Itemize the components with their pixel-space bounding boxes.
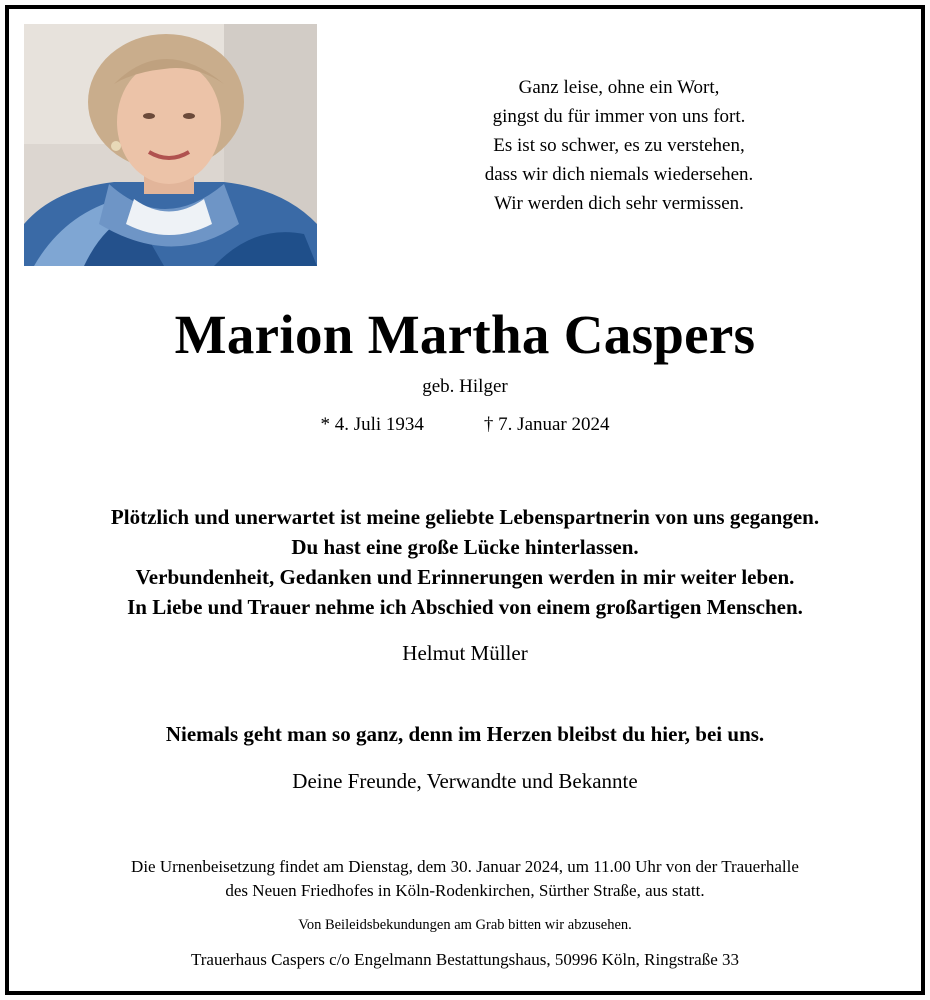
funeral-info-line: des Neuen Friedhofes in Köln-Rodenkirchen, Sürther Straße, aus statt. xyxy=(225,881,705,900)
life-dates xyxy=(9,414,921,436)
poem xyxy=(419,73,819,218)
message-line: In Liebe und Trauer nehme ich Abschied von einem großartigen Menschen. xyxy=(127,595,803,619)
condolence-note: Von Beileidsbekundungen am Grab bitten wir abzusehen. xyxy=(298,917,632,933)
funeral-info-line: Die Urnenbeisetzung findet am Dienstag, dem 30. Januar 2024, um 11.00 Uhr von der Trauerhalle xyxy=(131,857,799,876)
poem-line: Ganz leise, ohne ein Wort, xyxy=(518,77,720,98)
memorial-quote: Niemals geht man so ganz, denn im Herzen bleibst du hier, bei uns. xyxy=(165,722,765,746)
message-line: Du hast eine große Lücke hinterlassen. xyxy=(291,535,639,559)
mourning-address: Trauerhaus Caspers c/o Engelmann Bestattungshaus, 50996 Köln, Ringstraße 33 xyxy=(190,950,740,969)
deceased-name: Marion Martha Caspers xyxy=(174,304,756,365)
message-line: Verbundenheit, Gedanken und Erinnerungen werden in mir weiter leben. xyxy=(135,565,795,589)
funeral-info xyxy=(9,855,921,903)
poem-line: Es ist so schwer, es zu verstehen, xyxy=(493,135,745,156)
birth-name: geb. Hilger xyxy=(422,376,508,397)
poem-line: dass wir dich niemals wiedersehen. xyxy=(484,164,754,185)
message-line: Plötzlich und unerwartet ist meine geliebte Lebenspartnerin von uns gegangen. xyxy=(110,505,820,529)
partner-signature: Helmut Müller xyxy=(402,641,528,665)
group-signature: Deine Freunde, Verwandte und Bekannte xyxy=(292,769,638,793)
death-date: † 7. Januar 2024 xyxy=(483,414,610,435)
poem-line: Wir werden dich sehr vermissen. xyxy=(494,193,744,214)
portrait-photo xyxy=(24,24,317,266)
birth-date: * 4. Juli 1934 xyxy=(320,414,424,435)
portrait-illustration xyxy=(24,24,317,266)
poem-line: gingst du für immer von uns fort. xyxy=(492,106,746,127)
obituary-frame xyxy=(5,5,925,995)
farewell-message xyxy=(9,502,921,622)
